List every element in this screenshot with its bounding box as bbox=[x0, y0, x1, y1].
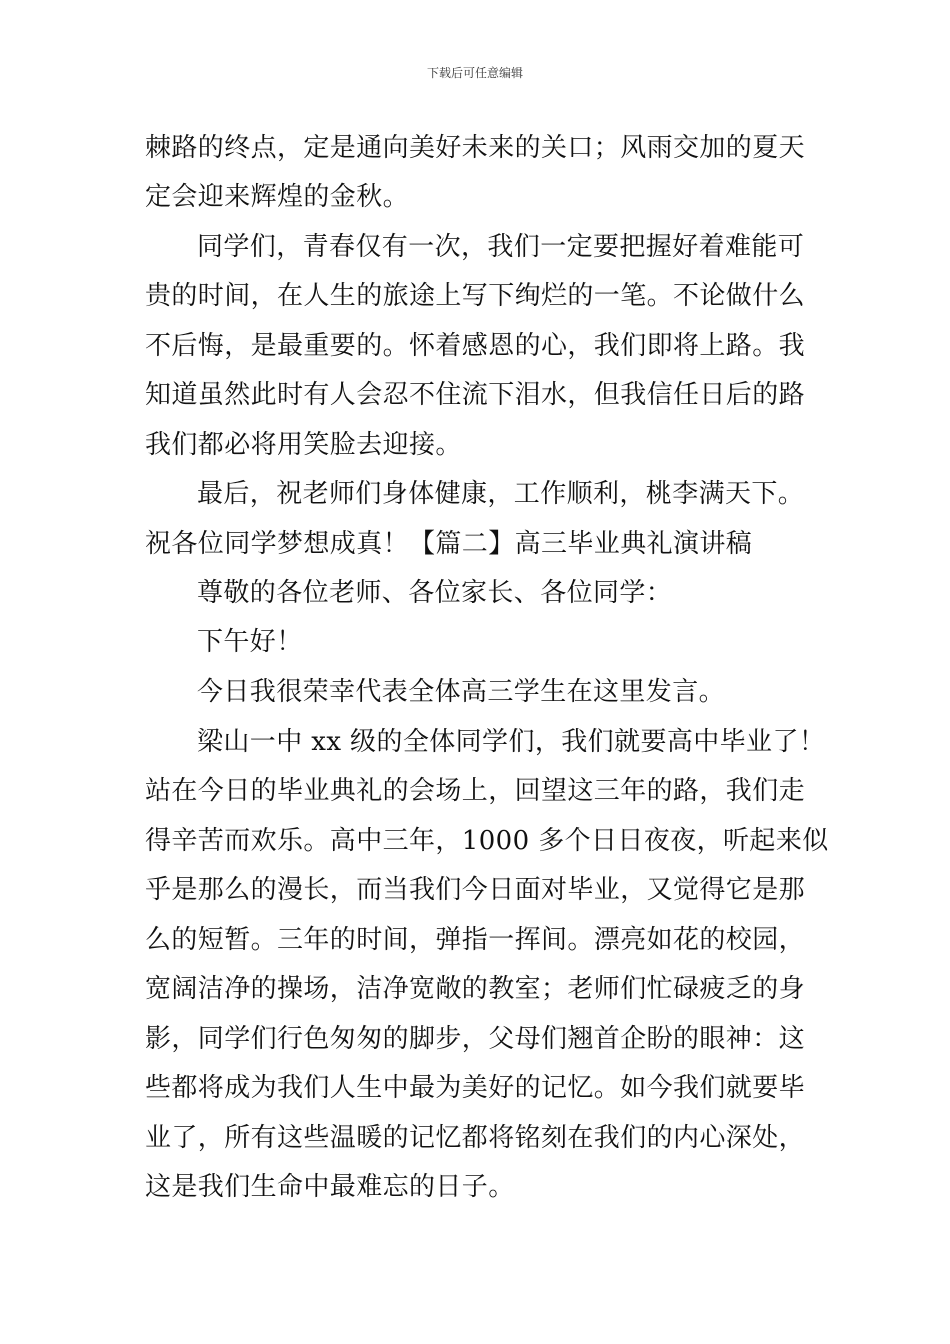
text-line: 今日我很荣幸代表全体高三学生在这里发言。 bbox=[197, 677, 726, 707]
text-line: 站在今日的毕业典礼的会场上，回望这三年的路，我们走 bbox=[145, 776, 806, 806]
text-line: 定会迎来辉煌的金秋。 bbox=[145, 182, 410, 212]
text-line: 得辛苦而欢乐。高中三年，1000 多个日日夜夜，听起来似 bbox=[145, 826, 829, 856]
text-line: 祝各位同学梦想成真！【篇二】高三毕业典礼演讲稿 bbox=[145, 529, 753, 559]
text-line: 些都将成为我们人生中最为美好的记忆。如今我们就要毕 bbox=[145, 1073, 806, 1103]
text-line: 知道虽然此时有人会忍不住流下泪水，但我信任日后的路 bbox=[145, 380, 806, 410]
text-line: 业了，所有这些温暖的记忆都将铭刻在我们的内心深处， bbox=[145, 1123, 806, 1153]
page-header: 下载后可任意编辑 bbox=[426, 66, 523, 80]
text-line: 最后，祝老师们身体健康，工作顺利，桃李满天下。 bbox=[197, 479, 805, 509]
text-line: 么的短暂。三年的时间，弹指一挥间。漂亮如花的校园， bbox=[145, 925, 806, 955]
text-line: 下午好！ bbox=[197, 627, 303, 657]
text-line: 不后悔，是最重要的。怀着感恩的心，我们即将上路。我 bbox=[145, 331, 806, 361]
text-line: 我们都必将用笑脸去迎接。 bbox=[145, 430, 462, 460]
text-line: 影，同学们行色匆匆的脚步，父母们翘首企盼的眼神：这 bbox=[145, 1024, 806, 1054]
text-line: 同学们，青春仅有一次，我们一定要把握好着难能可 bbox=[197, 232, 805, 262]
text-line: 梁山一中 xx 级的全体同学们，我们就要高中毕业了！ bbox=[197, 727, 826, 757]
text-line: 宽阔洁净的操场，洁净宽敞的教室；老师们忙碌疲乏的身 bbox=[145, 974, 806, 1004]
text-line: 这是我们生命中最难忘的日子。 bbox=[145, 1172, 515, 1202]
text-line: 尊敬的各位老师、各位家长、各位同学： bbox=[197, 578, 673, 608]
text-line: 贵的时间，在人生的旅途上写下绚烂的一笔。不论做什么 bbox=[145, 281, 806, 311]
text-line: 乎是那么的漫长，而当我们今日面对毕业，又觉得它是那 bbox=[145, 875, 806, 905]
text-line: 棘路的终点，定是通向美好未来的关口；风雨交加的夏天 bbox=[145, 133, 806, 163]
